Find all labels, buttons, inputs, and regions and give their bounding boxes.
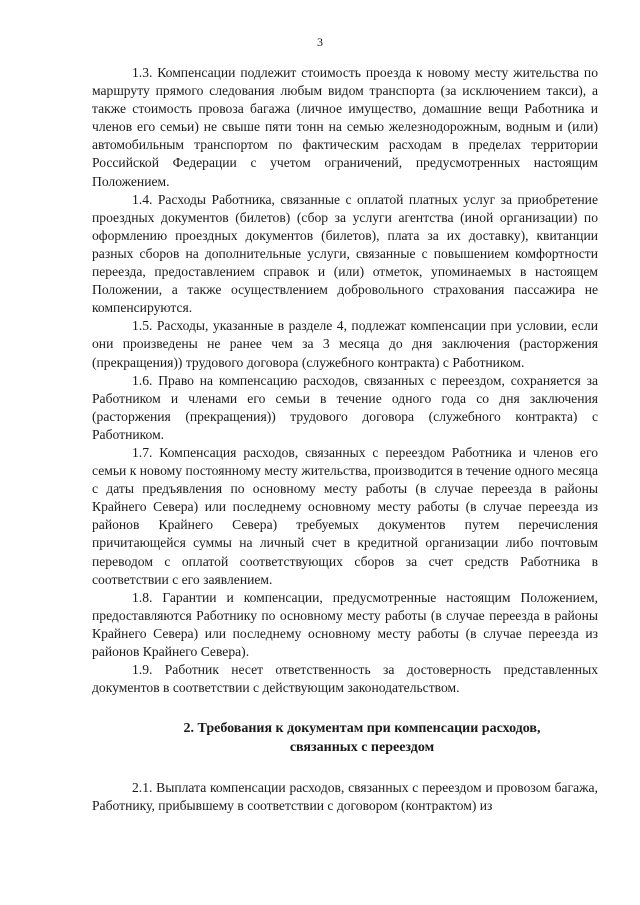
paragraph-1-6: 1.6. Право на компенсацию расходов, связанных с переездом, сохраняется за Работником и членами его семьи в течение одного года со дня заключения (расторжения (прекращения)) трудового договора (служебного контракта) с Работником. [92, 372, 598, 442]
paragraph-1-4: 1.4. Расходы Работника, связанные с оплатой платных услуг за приобретение проездных документов (билетов) (сбор за услуги агентства (иной организации) по оформлению проездных документов (билетов), плата за их доставку), квитанции разных сборов на дополнительные услуги, связанные с повышением комфортности переезда, предоставлением справок и (или) отметок, упоминаемых в настоящем Положении, а также осуществлением добровольного страхования пассажира не компенсируются. [92, 191, 598, 316]
page-number: 3 [317, 35, 323, 49]
section-heading-line-1: 2. Требования к документам при компенсации расходов, [183, 721, 541, 737]
section-heading [92, 719, 598, 757]
document-body [92, 64, 598, 815]
section-heading-line-2: связанных с переездом [289, 740, 435, 756]
paragraph-1-5: 1.5. Расходы, указанные в разделе 4, подлежат компенсации при условии, если они произведены не ранее чем за 3 месяца до дня заключения (расторжения (прекращения)) трудового договора (служебного контракта) с Работником. [92, 318, 598, 370]
paragraph-1-3: 1.3. Компенсации подлежит стоимость проезда к новому месту жительства по маршруту прямого следования любым видом транспорта (за исключением такси), а также стоимость провоза багажа (личное имущество, домашние вещи Работника и членов его семьи) не свыше пяти тонн на семью железнодорожным, водным и (или) автомобильным транспортом по фактическим расходам в пределах территории Российской Федерации с учетом ограничений, предусмотренных настоящим Положением. [92, 65, 598, 189]
paragraph-1-8: 1.8. Гарантии и компенсации, предусмотренные настоящим Положением, предоставляются Работнику по основному месту работы (в случае переезда в районы Крайнего Севера) или последнему основному месту работы (в случае переезда из районов Крайнего Севера). [92, 589, 598, 659]
paragraph-1-7: 1.7. Компенсация расходов, связанных с переездом Работника и членов его семьи к новому постоянному месту жительства, производится в течение одного месяца с даты предъявления по основному месту работы (в случае переезда в районы Крайнего Севера) или последнему основному месту работы (в случае переезда из районов Крайнего Севера) требуемых документов путем перечисления причитающейся суммы на личный счет в кредитной организации либо почтовым переводом с оплатой соответствующих сборов за счет средств Работника в соответствии с его заявлением. [92, 444, 598, 587]
paragraph-1-9: 1.9. Работник несет ответственность за достоверность представленных документов в соответствии с действующим законодательством. [92, 662, 598, 696]
paragraph-2-1: 2.1. Выплата компенсации расходов, связанных с переездом и провозом багажа, Работнику, прибывшему в соответствии с договором (контрактом) из [92, 780, 598, 814]
